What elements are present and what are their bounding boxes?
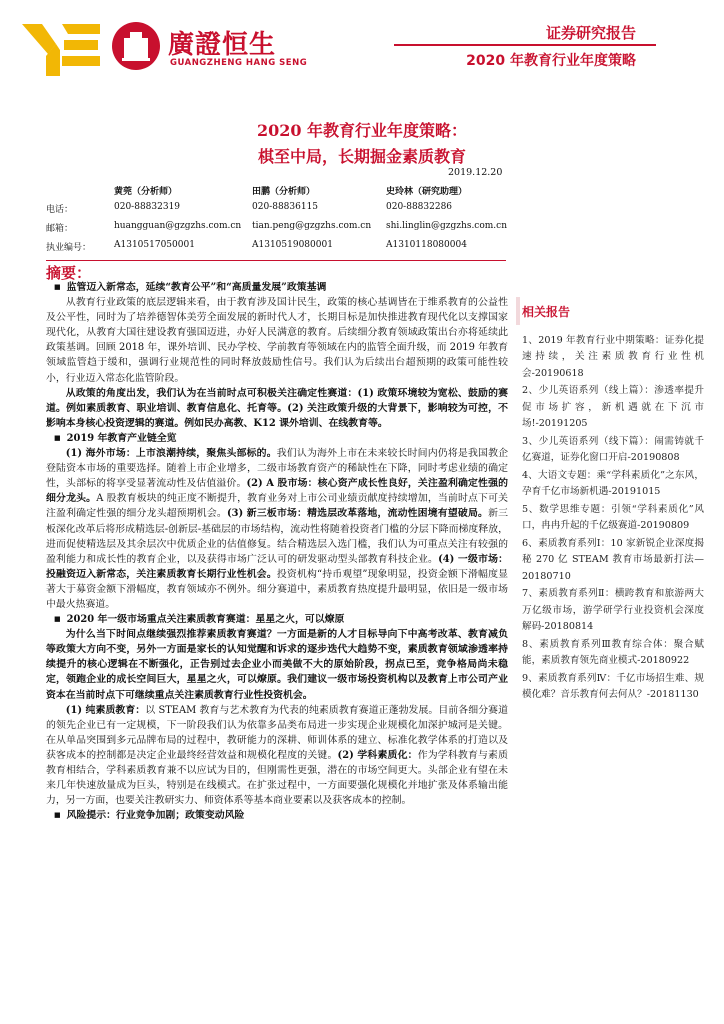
- bullet-regulation: ■ 监管迈入新常态，延续“教育公平”和“高质量发展”政策基调: [46, 280, 508, 295]
- summary-body: [46, 280, 508, 823]
- paragraph-policy-logic: 从教育行业政策的底层逻辑来看，由于教育涉及国计民生，政策的核心基调皆在于维系教育的公益性及公平性，同时为了培养德智体美劳全面发展的新时代人才，长期目标是加快推进教育现代化以支撑国家现代化，从教育大国往建设教育强国迈进，办好人民满意的教育。后续细分教育领域政策出台亦将延续此政策基调。回顾 2018 年，课外培训、民办学校、学前教育等领域在内的监管全面升级，而 2019 年教育领域监管趋于缓和，强调行业规范性的同时释放鼓励性信号。我们认为后续出台超预期的政策可能性较小，行业迈入常态化监管阶段。: [46, 297, 508, 384]
- bullet-industry-chain: ■ 2019 年教育产业链全览: [46, 431, 508, 446]
- report-header: [0, 0, 724, 86]
- analyst-phone: 020-88832319: [114, 202, 181, 212]
- subject-quality-title: (2) 学科素质化：: [337, 749, 418, 761]
- related-report-item[interactable]: 9、素质教育系列Ⅳ：千亿市场招生难、规模化难？音乐教育何去何从？-20181130: [522, 672, 704, 700]
- neeq-title: (3) 新三板市场：精选层改革落地，流动性困境有望破局。: [226, 508, 489, 520]
- analyst-name: 史玲林（研究助理）: [386, 187, 468, 197]
- subject-quality-body: 作为学科教育与素质教育相结合，学科素质教育兼不以应试为目的，但刚需性更强，潜在的市场空间更大。头部企业有望在未来几年快速放量成为巨头，特别是在线模式。在扩张过程中，一方面要强化规模化并地扩张及体系输出能力，另一方面，也要关注教研实力、师资体系等基本商业要素以及获客成本的控制。: [46, 749, 508, 807]
- primary-market-body: 投资机构“持币观望”现象明显，投资金额下滑幅度显著大于募资金额下滑幅度，教育领域亦不例外。细分赛道中，素质教育热度提升最明显，依旧是一级市场中最火热赛道。: [46, 568, 508, 610]
- related-report-item[interactable]: 1、2019 年教育行业中期策略：证券化提速持续，关注素质教育行业性机会-20190618: [522, 334, 704, 379]
- brand-name-cn: 廣證恒生: [168, 30, 277, 60]
- phone-label: 电话：: [46, 205, 74, 215]
- brand-name-en: GUANGZHENG HANG SENG: [170, 58, 308, 68]
- header-divider: [394, 44, 656, 46]
- primary-market-title: (4) 一级市场：投融资迈入新常态，关注素质教育长期行业性机会。: [46, 553, 508, 580]
- overseas-market-title: (1) 海外市场：上市浪潮持续，聚焦头部标的。: [65, 448, 277, 460]
- license-label: 执业编号：: [46, 243, 92, 253]
- bullet-risk: ■ 风险提示：行业竞争加剧；政策变动风险: [46, 808, 508, 823]
- analyst-name: 黄莞（分析师）: [114, 187, 178, 197]
- related-report-item[interactable]: 2、少儿英语系列（线上篇）：渗透率提升促市场扩容，新机遇就在下沉市场!-20191205: [522, 385, 704, 429]
- analyst-email[interactable]: shi.linglin@gzgzhs.com.cn: [386, 221, 507, 231]
- pure-quality-title: (1) 纯素质教育：: [65, 704, 146, 716]
- related-report-item[interactable]: 5、数学思维专题：引领“学科素质化”风口，冉冉升起的千亿级赛道-20190809: [522, 503, 704, 531]
- report-title-line2: 棋至中局，长期掘金素质教育: [257, 147, 466, 166]
- analyst-license: A1310519080001: [252, 240, 333, 250]
- related-report-item[interactable]: 7、素质教育系列Ⅱ：横跨教育和旅游两大万亿级市场，游学研学行业投资机会深度解码-20180814: [522, 588, 704, 632]
- report-title-line1: 2020 年教育行业年度策略：: [256, 121, 468, 140]
- analyst-phone: 020-88836115: [252, 202, 319, 212]
- paragraph-policy-tracks: 从政策的角度出发，我们认为在当前时点可积极关注确定性赛道：(1) 政策环境较为宽松、鼓励的赛道。例如素质教育、职业培训、教育信息化、托育等。(2) 关注政策升级的大背景下，影响较为可控，不影响本身核心投资逻辑的赛道。例如民办高教、K12 课外培训、在线教育等。: [46, 387, 508, 429]
- report-subtitle: 2020 年教育行业年度策略: [466, 53, 636, 69]
- overseas-market-body: 我们认为海外上市在未来较长时间内仍将是我国教企登陆资本市场的重要选择。随着上市企业增多，二级市场教育资产的稀缺性在下降，同时考虑业绩的确定性，头部标的将享受显著流动性及估值溢价。: [46, 448, 508, 490]
- bullet-quality-education: ■ 2020 年一级市场重点关注素质教育赛道：星星之火，可以燎原: [46, 612, 508, 627]
- pure-quality-body: 以 STEAM 教育与艺术教育为代表的纯素质教育赛道正蓬勃发展。目前各细分赛道的领先企业已有一定规模，下一阶段我们认为依靠多品类布局进一步实现企业规模化加深护城河是关键。在从单品突围到多元品牌布局的过程中，教研能力的深耕、师训体系的建立、标准化教学体系的打造以及获客成本的控制都是决定企业最终经营效益和规模化程度的关键。: [46, 704, 508, 761]
- report-type: 证券研究报告: [545, 24, 636, 42]
- analyst-email[interactable]: huangguan@gzgzhs.com.cn: [114, 221, 242, 231]
- related-report-item[interactable]: 3、少儿英语系列（线下篇）：闹需铸就千亿赛道，证券化窗口开启-20190808: [522, 435, 704, 463]
- analyst-license: A1310517050001: [114, 240, 195, 250]
- related-report-item[interactable]: 4、大语文专题：乘“学科素质化”之东风，孕育千亿市场新机遇-20191015: [522, 469, 704, 497]
- paragraph-markets: [46, 446, 508, 612]
- paragraph-segments: [46, 703, 508, 809]
- analyst-name: 田鹏（分析师）: [252, 187, 316, 197]
- summary-heading: 摘要：: [46, 264, 92, 282]
- analyst-phone: 020-88832286: [386, 202, 453, 212]
- a-share-title: (2) A 股市场：核心资产成长性良好，关注盈利确定性强的细分龙头。: [46, 478, 508, 505]
- ye-logo-icon: [22, 24, 100, 76]
- summary-divider: [46, 260, 506, 261]
- report-date: 2019.12.20: [448, 167, 503, 178]
- related-report-item[interactable]: 6、素质教育系列Ⅰ：10 家新锐企业深度揭秘 270 亿 STEAM 教育市场最新打法—20180710: [522, 537, 704, 582]
- email-label: 邮箱：: [46, 224, 74, 234]
- related-reports-heading: 相关报告: [522, 305, 571, 319]
- sidebar-accent: [516, 297, 520, 325]
- a-share-body: A 股教育板块的纯正度不断提升，教育业务对上市公司业绩贡献度持续增加，当前时点下可关注盈利确定性强的细分龙头超预期机会。: [46, 493, 508, 520]
- related-reports: [522, 304, 704, 705]
- analyst-license: A1310118080004: [386, 240, 467, 250]
- neeq-body: 新三板深化改革后将形成精选层-创新层-基础层的市场结构，流动性将随着投资者门槛的分层下降而梯度释放，进而促使精选层及其余层次中优质企业的估值修复。结合精选层入选门槛，我们认为可重点关注有较强的盈利能力和成长性的教育企业，以及获得市场广泛认可的研发驱动型头部教育科技企业。: [46, 508, 508, 565]
- paragraph-why-quality: 为什么当下时间点继续强烈推荐素质教育赛道？一方面是新的人才目标导向下中高考改革、教育减负等政策大方向不变，另外一方面是家长的认知觉醒和诉求的逐步迭代大趋势不变，素质教育领域渗透率持续提升的核心逻辑在不断强化，正告别过去企业小而美做不大的原始阶段，拐点已至，竞争格局尚未稳定，领跑企业的成长空间巨大，星星之火，可以燎原。我们建议一级市场投资机构以及教育上市公司产业资本在当前时点下可继续重点关注素质教育行业性投资机会。: [46, 629, 508, 701]
- company-seal-icon: [112, 22, 160, 70]
- related-report-item[interactable]: 8、素质教育系列Ⅲ教育综合体：聚合赋能，素质教育领先商业模式-20180922: [522, 638, 704, 666]
- analyst-email[interactable]: tian.peng@gzgzhs.com.cn: [252, 221, 372, 231]
